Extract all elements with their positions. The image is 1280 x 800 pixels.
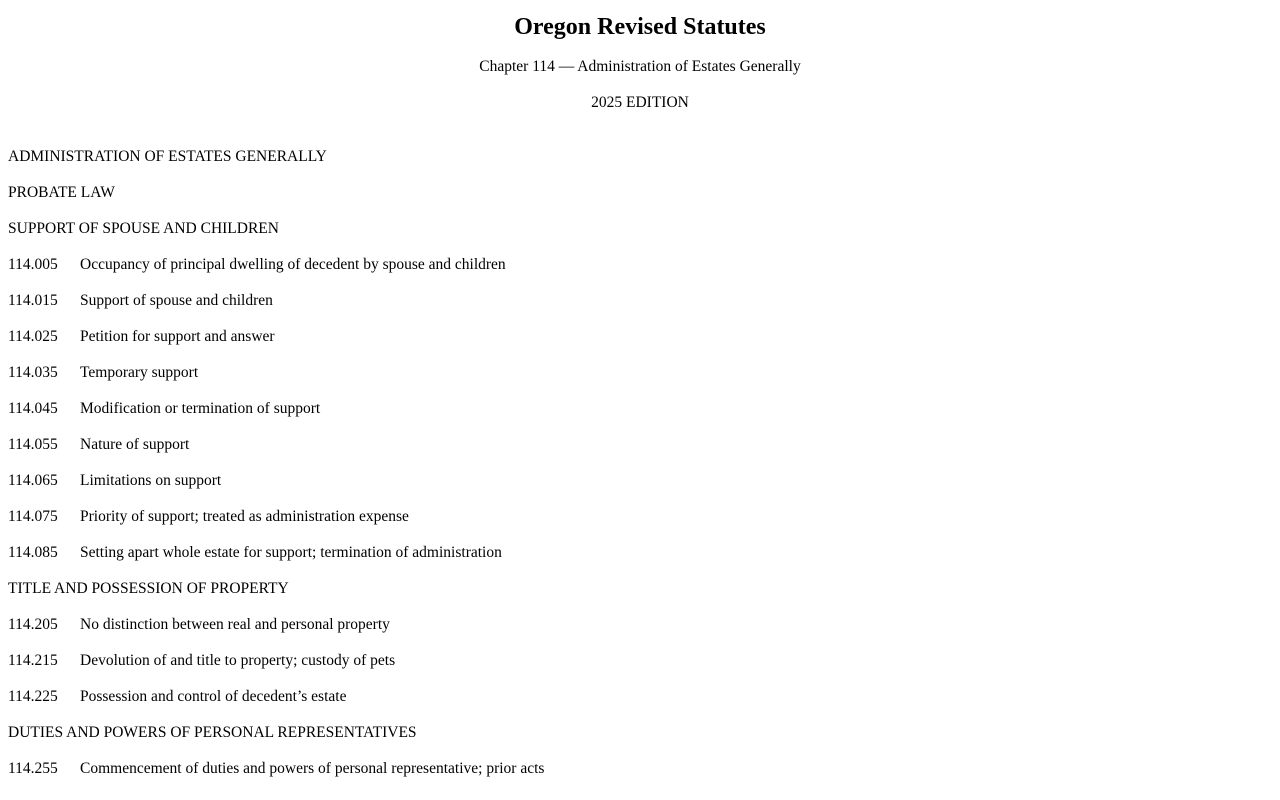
heading-text: DUTIES AND POWERS OF PERSONAL REPRESENTATIVES	[8, 724, 417, 741]
section-number: 114.205	[8, 616, 58, 633]
toc-section	[8, 688, 1268, 724]
section-number: 114.025	[8, 328, 58, 345]
toc-section	[8, 652, 1268, 688]
section-number: 114.225	[8, 688, 58, 705]
toc-section	[8, 256, 1268, 292]
section-title: Devolution of and title to property; custody of pets	[80, 652, 396, 669]
toc-section	[8, 508, 1268, 544]
section-title: Nature of support	[80, 436, 190, 453]
heading-text: TITLE AND POSSESSION OF PROPERTY	[8, 580, 289, 597]
toc-section	[8, 400, 1268, 436]
section-title: Setting apart whole estate for support; termination of administration	[80, 544, 502, 561]
page-title: Oregon Revised Statutes	[514, 14, 766, 40]
heading-text: SUPPORT OF SPOUSE AND CHILDREN	[8, 220, 279, 237]
section-title: No distinction between real and personal property	[80, 616, 390, 633]
heading-text: PROBATE LAW	[8, 184, 115, 201]
edition-label: 2025 EDITION	[591, 94, 689, 111]
toc-section	[8, 292, 1268, 328]
toc-heading	[8, 220, 1268, 256]
toc-section	[8, 544, 1268, 580]
section-number: 114.015	[8, 292, 58, 309]
toc-section	[8, 760, 1268, 796]
heading-text: ADMINISTRATION OF ESTATES GENERALLY	[8, 148, 327, 165]
toc-heading	[8, 724, 1268, 760]
section-number: 114.065	[8, 472, 58, 489]
section-title: Commencement of duties and powers of personal representative; prior acts	[80, 760, 545, 777]
toc-section	[8, 436, 1268, 472]
section-title: Petition for support and answer	[80, 328, 275, 345]
toc-heading	[8, 580, 1268, 616]
chapter-title: Chapter 114 — Administration of Estates Generally	[479, 58, 801, 75]
section-title: Limitations on support	[80, 472, 222, 489]
section-number: 114.045	[8, 400, 58, 417]
section-title: Support of spouse and children	[80, 292, 273, 309]
toc-section	[8, 472, 1268, 508]
section-number: 114.255	[8, 760, 58, 777]
section-number: 114.085	[8, 544, 58, 561]
section-title: Modification or termination of support	[80, 400, 321, 417]
section-title: Occupancy of principal dwelling of decedent by spouse and children	[80, 256, 506, 273]
toc-section	[8, 328, 1268, 364]
section-title: Temporary support	[80, 364, 199, 381]
toc-heading	[8, 184, 1268, 220]
table-of-contents	[8, 148, 1268, 796]
section-number: 114.075	[8, 508, 58, 525]
section-title: Priority of support; treated as administration expense	[80, 508, 409, 525]
section-number: 114.035	[8, 364, 58, 381]
section-number: 114.215	[8, 652, 58, 669]
toc-heading	[8, 148, 1268, 184]
section-title: Possession and control of decedent’s estate	[80, 688, 347, 705]
toc-section	[8, 364, 1268, 400]
section-number: 114.055	[8, 436, 58, 453]
section-number: 114.005	[8, 256, 58, 273]
toc-section	[8, 616, 1268, 652]
